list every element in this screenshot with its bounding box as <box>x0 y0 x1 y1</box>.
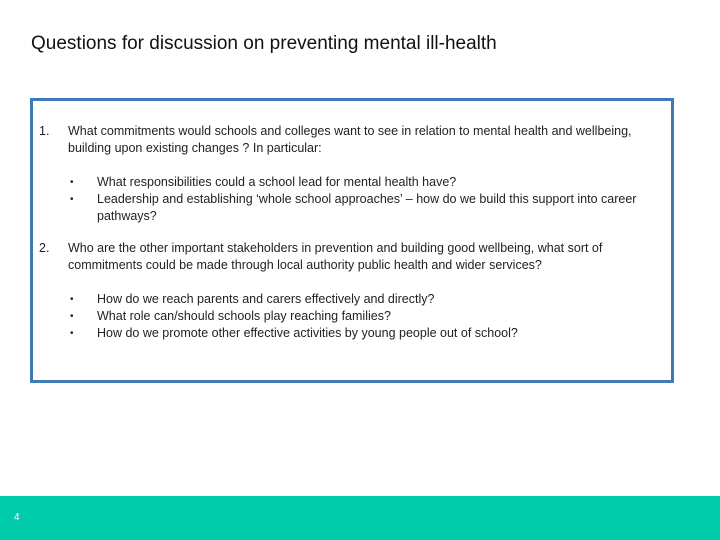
bullet-text: What role can/should schools play reaching families? <box>97 309 391 323</box>
list-item <box>70 174 660 191</box>
bullet-icon: • <box>70 194 74 205</box>
bullet-icon: • <box>70 328 74 339</box>
question-number: 1. <box>39 124 50 138</box>
slide-title: Questions for discussion on preventing mental ill-health <box>31 33 497 54</box>
footer-bar <box>0 496 720 540</box>
question-number: 2. <box>39 241 50 255</box>
discussion-questions-box <box>30 98 674 383</box>
question-2-bullets <box>70 291 660 342</box>
bullet-text: What responsibilities could a school lead for mental health have? <box>97 175 457 189</box>
bullet-icon: • <box>70 177 74 188</box>
list-item <box>70 191 660 225</box>
list-item <box>70 291 660 308</box>
bullet-text: How do we promote other effective activities by young people out of school? <box>97 326 518 340</box>
list-item <box>70 308 660 325</box>
bullet-icon: • <box>70 294 74 305</box>
list-item <box>70 325 660 342</box>
question-1-bullets <box>70 174 660 225</box>
question-text: Who are the other important stakeholders in prevention and building good wellbeing, what sort of commitments could be made through local authority public health and wider services? <box>68 241 603 272</box>
question-text: What commitments would schools and colleges want to see in relation to mental health and wellbeing, building upon existing changes ? In particular: <box>68 124 632 155</box>
bullet-text: How do we reach parents and carers effectively and directly? <box>97 292 435 306</box>
slide-number: 4 <box>14 512 20 523</box>
bullet-text: Leadership and establishing ‘whole school approaches’ – how do we build this support into career pathways? <box>97 192 637 223</box>
bullet-icon: • <box>70 311 74 322</box>
